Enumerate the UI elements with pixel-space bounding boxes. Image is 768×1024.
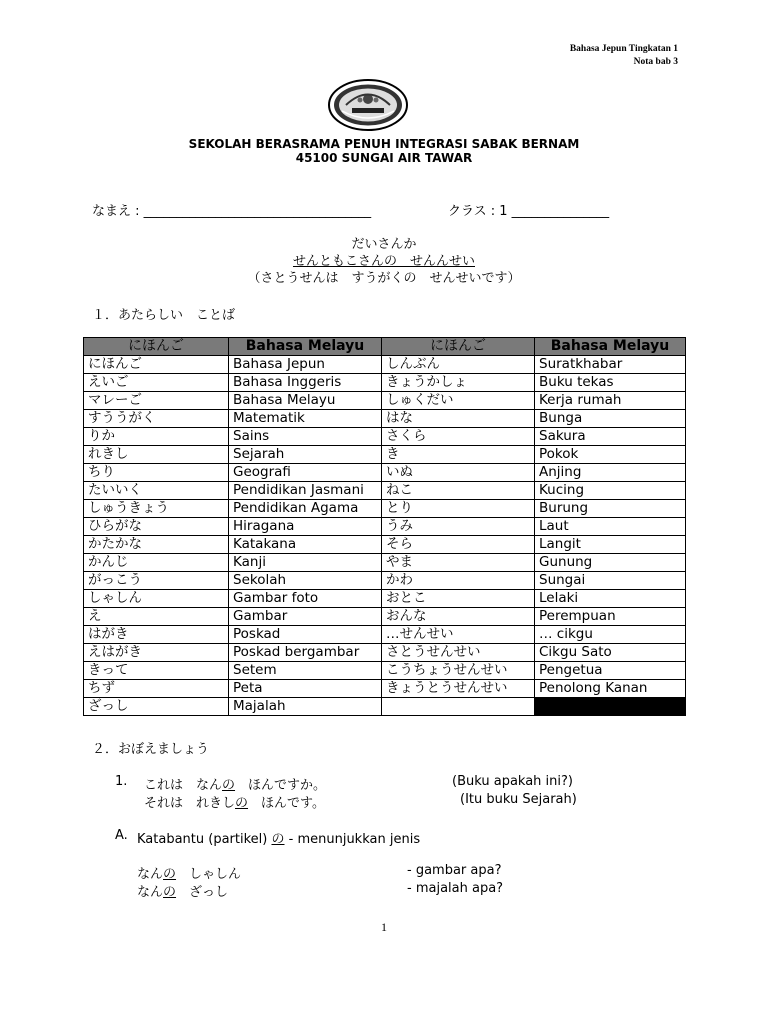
table-cell: Peta <box>229 680 382 698</box>
table-cell: Langit <box>535 536 686 554</box>
table-cell: マレーご <box>84 392 229 410</box>
school-name: SEKOLAH BERASRAMA PENUH INTEGRASI SABAK BERNAM <box>188 137 580 151</box>
example3 <box>137 881 228 900</box>
name-line <box>92 200 371 219</box>
table-cell: Buku tekas <box>535 374 686 392</box>
table-cell: おんな <box>382 608 535 626</box>
particle-no: の <box>163 885 177 900</box>
table-cell: き <box>382 446 535 464</box>
table-cell: はがき <box>84 626 229 644</box>
table-row <box>84 392 686 410</box>
example1-answer-translation: (Itu buku Sejarah) <box>460 792 577 807</box>
table-cell: Penolong Kanan <box>535 680 686 698</box>
part-a-text: Katabantu (partikel) <box>137 832 272 847</box>
table-cell: やま <box>382 554 535 572</box>
table-cell: そら <box>382 536 535 554</box>
lesson-title: せんともこさんの せんんせい <box>292 254 475 269</box>
table-row <box>84 446 686 464</box>
table-cell: Sejarah <box>229 446 382 464</box>
example3-text: なん <box>137 885 164 900</box>
example2-translation: - gambar apa? <box>407 863 502 878</box>
example1-question-text: ほんですか。 <box>235 778 327 793</box>
table-cell: しんぶん <box>382 356 535 374</box>
table-cell: Poskad bergambar <box>229 644 382 662</box>
table-row <box>84 608 686 626</box>
table-cell: Majalah <box>229 698 382 716</box>
part-a-text: - menunjukkan jenis <box>284 832 421 847</box>
table-cell: れきし <box>84 446 229 464</box>
table-cell: Suratkhabar <box>535 356 686 374</box>
table-cell: さとうせんせい <box>382 644 535 662</box>
table-row <box>84 644 686 662</box>
example1-answer <box>144 792 325 811</box>
example-number: 1. <box>115 774 128 789</box>
table-cell: Katakana <box>229 536 382 554</box>
table-cell <box>382 698 535 716</box>
table-cell: Pendidikan Jasmani <box>229 482 382 500</box>
table-cell: とり <box>382 500 535 518</box>
section1-heading: １．あたらしい ことば <box>92 308 236 323</box>
table-cell: Anjing <box>535 464 686 482</box>
table-row <box>84 410 686 428</box>
table-cell: がっこう <box>84 572 229 590</box>
table-row <box>84 698 686 716</box>
lesson-subtitle: （さとうせんは すうがくの せんせいです） <box>247 271 521 286</box>
table-cell: いぬ <box>382 464 535 482</box>
particle-no: の <box>235 796 249 811</box>
part-a-letter: A. <box>115 828 128 843</box>
column-header: にほんご <box>84 338 229 356</box>
table-cell: Laut <box>535 518 686 536</box>
table-row <box>84 500 686 518</box>
table-cell: かんじ <box>84 554 229 572</box>
table-row <box>84 464 686 482</box>
table-row <box>84 356 686 374</box>
table-cell: Kanji <box>229 554 382 572</box>
table-cell: さくら <box>382 428 535 446</box>
table-cell: Bunga <box>535 410 686 428</box>
table-row <box>84 662 686 680</box>
table-cell <box>535 698 686 716</box>
table-cell: すううがく <box>84 410 229 428</box>
table-cell: きょうかしょ <box>382 374 535 392</box>
table-cell: … cikgu <box>535 626 686 644</box>
example1-answer-text: ほんです。 <box>248 796 325 811</box>
table-cell: Poskad <box>229 626 382 644</box>
table-cell: Bahasa Inggeris <box>229 374 382 392</box>
table-cell: しゅくだい <box>382 392 535 410</box>
table-row <box>84 590 686 608</box>
table-cell: え <box>84 608 229 626</box>
table-cell: かわ <box>382 572 535 590</box>
example3-text: ざっし <box>176 885 229 900</box>
table-cell: おとこ <box>382 590 535 608</box>
table-cell: Hiragana <box>229 518 382 536</box>
table-cell: Pokok <box>535 446 686 464</box>
table-cell: はな <box>382 410 535 428</box>
part-a-description <box>137 828 420 847</box>
chapter-title: だいさんか <box>351 237 417 252</box>
table-cell: …せんせい <box>382 626 535 644</box>
table-row <box>84 680 686 698</box>
particle-no: の <box>222 778 236 793</box>
table-row <box>84 572 686 590</box>
table-cell: Geografi <box>229 464 382 482</box>
table-cell: Setem <box>229 662 382 680</box>
table-cell: ちり <box>84 464 229 482</box>
particle-no: の <box>271 832 285 847</box>
table-row <box>84 554 686 572</box>
table-row <box>84 518 686 536</box>
table-row <box>84 428 686 446</box>
table-cell: Burung <box>535 500 686 518</box>
table-cell: Sakura <box>535 428 686 446</box>
table-cell: にほんご <box>84 356 229 374</box>
column-header: にほんご <box>382 338 535 356</box>
table-cell: ちず <box>84 680 229 698</box>
class-line <box>448 200 609 219</box>
table-cell: Gunung <box>535 554 686 572</box>
school-logo <box>328 78 408 132</box>
header-subject: Bahasa Jepun Tingkatan 1 <box>569 44 678 54</box>
header-note: Nota bab 3 <box>633 57 678 67</box>
table-row <box>84 374 686 392</box>
table-cell: Sains <box>229 428 382 446</box>
school-address: 45100 SUNGAI AIR TAWAR <box>295 151 473 165</box>
table-cell: きって <box>84 662 229 680</box>
example2-text: しゃしん <box>176 867 242 882</box>
table-cell: きょうとうせんせい <box>382 680 535 698</box>
table-cell: ねこ <box>382 482 535 500</box>
table-cell: Kerja rumah <box>535 392 686 410</box>
name-blank[interactable]: ___________________________________ <box>143 204 372 219</box>
class-blank[interactable]: _______________ <box>511 204 610 219</box>
table-cell: Pengetua <box>535 662 686 680</box>
table-row <box>84 482 686 500</box>
particle-no: の <box>163 867 177 882</box>
table-cell: ひらがな <box>84 518 229 536</box>
table-cell: Kucing <box>535 482 686 500</box>
example2-text: なん <box>137 867 164 882</box>
table-cell: Sekolah <box>229 572 382 590</box>
example1-question <box>144 774 326 793</box>
example3-translation: - majalah apa? <box>407 881 504 896</box>
table-cell: Matematik <box>229 410 382 428</box>
table-cell: Lelaki <box>535 590 686 608</box>
table-cell: えいご <box>84 374 229 392</box>
table-cell: Gambar <box>229 608 382 626</box>
section2-heading: ２．おぼえましょう <box>92 742 210 757</box>
vocab-table <box>83 337 686 716</box>
table-cell: Bahasa Melayu <box>229 392 382 410</box>
class-label: クラス : 1 <box>448 204 512 219</box>
example1-question-text: これは なん <box>144 778 223 793</box>
table-row <box>84 536 686 554</box>
table-cell: しゅうきょう <box>84 500 229 518</box>
table-cell: たいいく <box>84 482 229 500</box>
table-cell: Perempuan <box>535 608 686 626</box>
table-cell: Pendidikan Agama <box>229 500 382 518</box>
example2 <box>137 863 241 882</box>
example1-answer-text: それは れきし <box>144 796 236 811</box>
example1-question-translation: (Buku apakah ini?) <box>452 774 573 789</box>
document-header <box>570 43 678 69</box>
table-cell: りか <box>84 428 229 446</box>
table-cell: かたかな <box>84 536 229 554</box>
table-cell: えはがき <box>84 644 229 662</box>
table-header-row <box>84 338 686 356</box>
table-cell: Sungai <box>535 572 686 590</box>
table-cell: うみ <box>382 518 535 536</box>
table-cell: Gambar foto <box>229 590 382 608</box>
page-number: 1 <box>381 920 387 934</box>
table-row <box>84 626 686 644</box>
column-header: Bahasa Melayu <box>535 338 686 356</box>
table-cell: ざっし <box>84 698 229 716</box>
table-cell: しゃしん <box>84 590 229 608</box>
vocab-table-body <box>84 356 686 716</box>
column-header: Bahasa Melayu <box>229 338 382 356</box>
table-cell: こうちょうせんせい <box>382 662 535 680</box>
name-label: なまえ : <box>92 204 144 219</box>
table-cell: Bahasa Jepun <box>229 356 382 374</box>
table-cell: Cikgu Sato <box>535 644 686 662</box>
